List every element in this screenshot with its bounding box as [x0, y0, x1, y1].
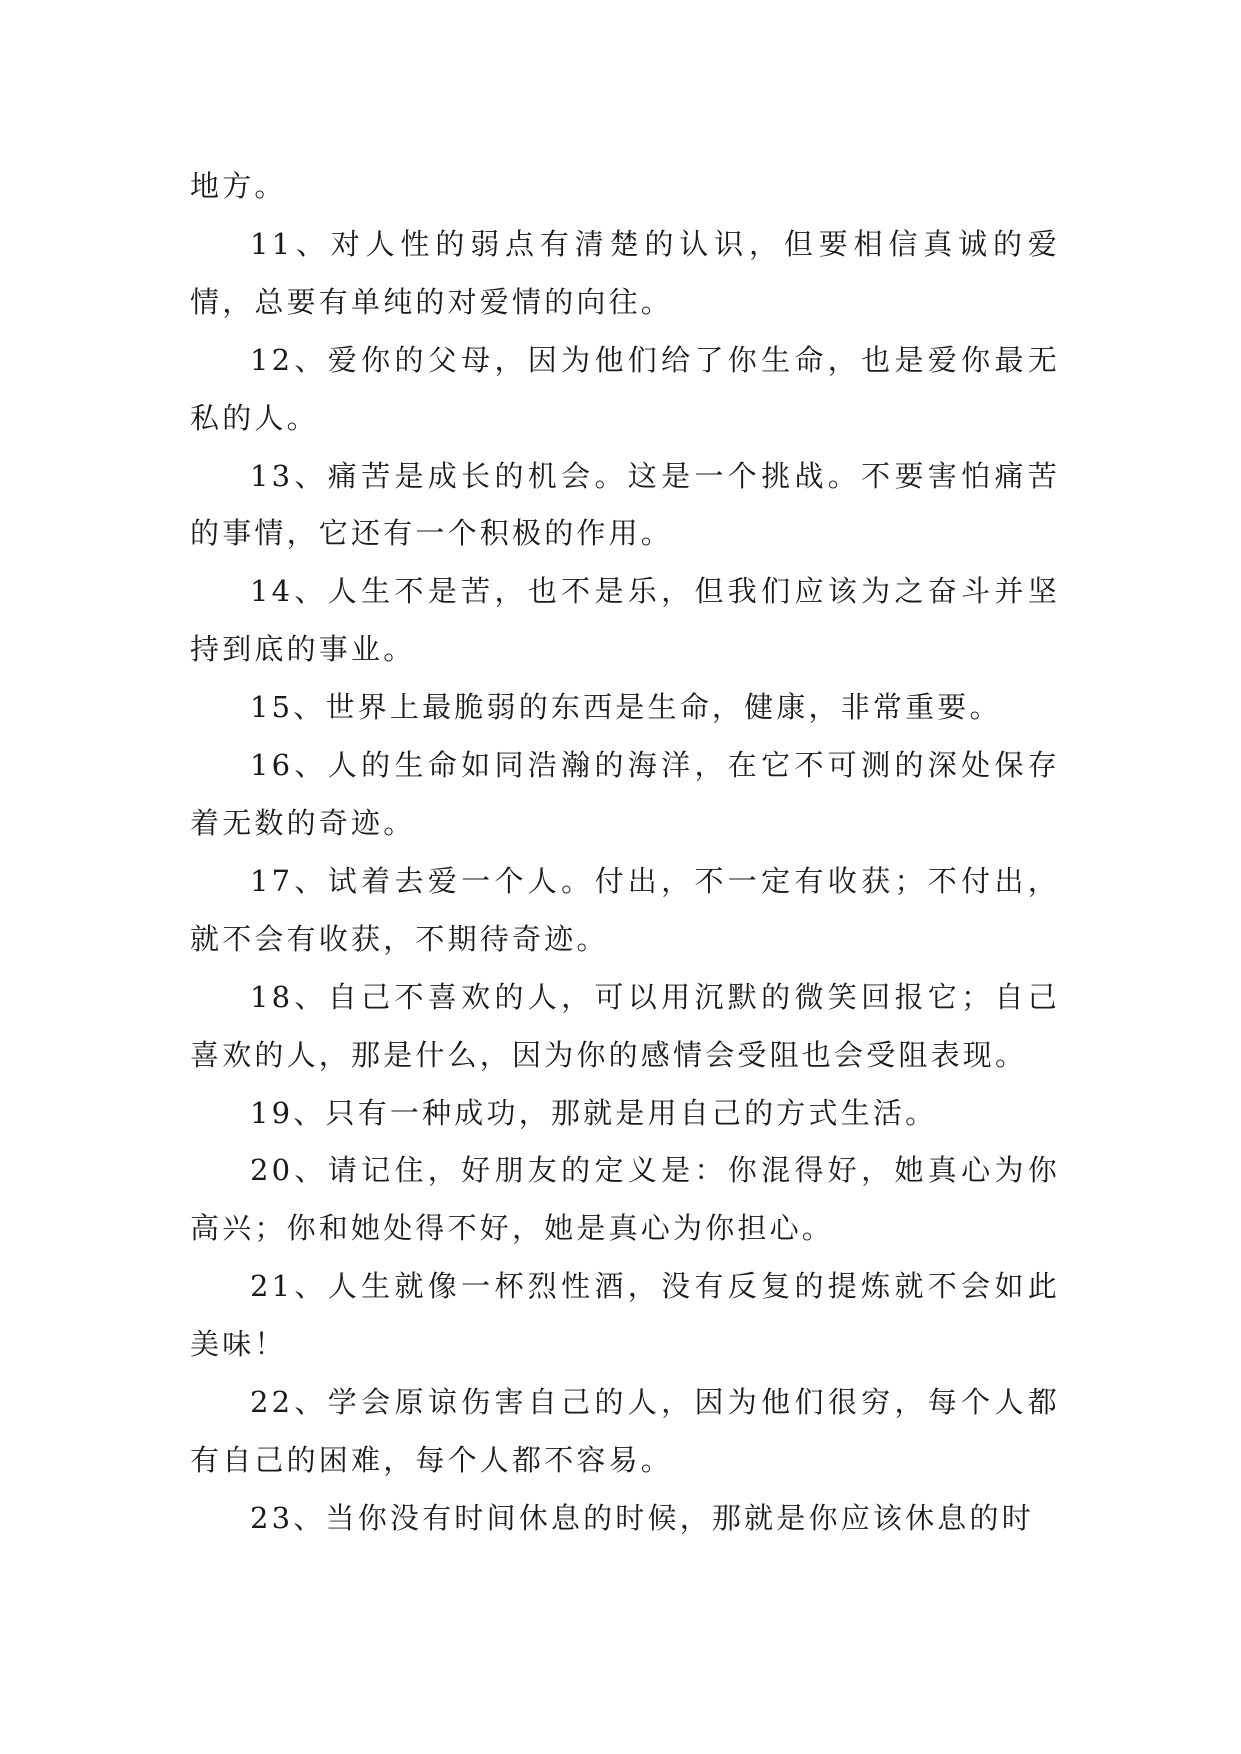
paragraph-17: 17、试着去爱一个人。付出，不一定有收获；不付出，就不会有收获，不期待奇迹。 — [190, 863, 1060, 956]
paragraph-11: 11、对人性的弱点有清楚的认识，但要相信真诚的爱情，总要有单纯的对爱情的向往。 — [190, 226, 1060, 319]
document-body — [190, 158, 1060, 1548]
paragraph-16: 16、人的生命如同浩瀚的海洋，在它不可测的深处保存着无数的奇迹。 — [190, 748, 1060, 840]
paragraph-13: 13、痛苦是成长的机会。这是一个挑战。不要害怕痛苦的事情，它还有一个积极的作用。 — [190, 458, 1060, 551]
paragraph-21: 21、人生就像一杯烈性酒，没有反复的提炼就不会如此美味！ — [190, 1269, 1060, 1362]
paragraph-18: 18、自己不喜欢的人，可以用沉默的微笑回报它；自己喜欢的人，那是什么，因为你的感情会受阻也会受阻表现。 — [190, 979, 1060, 1072]
paragraph-14: 14、人生不是苦，也不是乐，但我们应该为之奋斗并坚持到底的事业。 — [190, 574, 1060, 667]
paragraph-19: 19、只有一种成功，那就是用自己的方式生活。 — [250, 1095, 938, 1130]
paragraph-15: 15、世界上最脆弱的东西是生命，健康，非常重要。 — [250, 690, 1002, 725]
paragraph-20: 20、请记住，好朋友的定义是：你混得好，她真心为你高兴；你和她处得不好，她是真心为你担心。 — [190, 1153, 1060, 1246]
paragraph-continuation: 地方。 — [190, 169, 287, 203]
paragraph-22: 22、学会原谅伤害自己的人，因为他们很穷，每个人都有自己的困难，每个人都不容易。 — [190, 1385, 1060, 1477]
paragraph-23: 23、当你没有时间休息的时候，那就是你应该休息的时 — [250, 1500, 1034, 1535]
paragraph-12: 12、爱你的父母，因为他们给了你生命，也是爱你最无私的人。 — [190, 342, 1060, 435]
